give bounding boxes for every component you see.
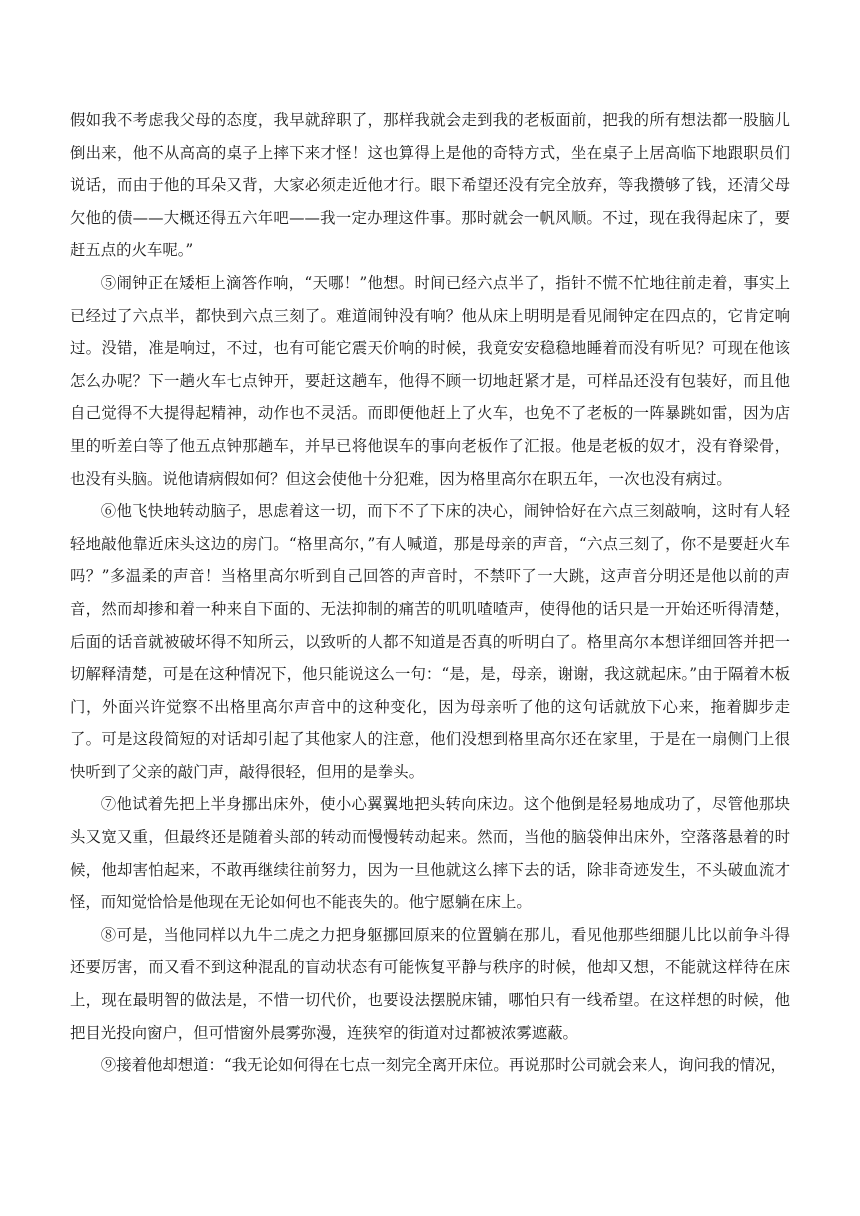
paragraph-8: ⑧可是，当他同样以九牛二虎之力把身躯挪回原来的位置躺在那儿，看见他那些细腿儿比以前争斗得还要厉害，而又看不到这种混乱的盲动状态有可能恢复平静与秩序的时候，他却又想，不能就这样待在床上，现在最明智的做法是，不惜一切代价，也要设法摆脱床铺，哪怕只有一线希望。在这样想的时候，他把目光投向窗户，但可惜窗外晨雾弥漫，连狭窄的街道对过都被浓雾遮蔽。 — [70, 925, 790, 1042]
paragraph-9: ⑨接着他却想道：“我无论如何得在七点一刻完全离开床位。再说那时公司就会来人，询问我的情况， — [100, 1056, 786, 1075]
paragraph-6: ⑥他飞快地转动脑子，思虑着这一切，而下不了下床的决心，闹钟恰好在六点三刻敲响，这时有人轻轻地敲他靠近床头这边的房门。“格里高尔，”有人喊道，那是母亲的声音，“六点三刻了，你不是要赶火车吗？”多温柔的声音！当格里高尔听到自己回答的声音时，不禁吓了一大跳，这声音分明还是他以前的声音，然而却掺和着一种来自下面的、无法抑制的痛苦的叽叽喳喳声，使得他的话只是一开始还听得清楚，后面的话音就被破坏得不知所云，以致听的人都不知道是否真的听明白了。格里高尔本想详细回答并把一切解释清楚，可是在这种情况下，他只能说这么一句：“是，是，母亲，谢谢，我这就起床。”由于隔着木板门，外面兴许觉察不出格里高尔声音中的这种变化，因为母亲听了他的这句话就放下心来，拖着脚步走了。可是这段简短的对话却引起了其他家人的注意，他们没想到格里高尔还在家里，于是在一扇侧门上很快听到了父亲的敲门声，敲得很轻，但用的是拳头。 — [70, 502, 790, 781]
paragraph-5: ⑤闹钟正在矮柜上滴答作响，“天哪！”他想。时间已经六点半了，指针不慌不忙地往前走着，事实上已经过了六点半，都快到六点三刻了。难道闹钟没有响？他从床上明明是看见闹钟定在四点的，它肯定响过。没错，准是响过，不过，也有可能它震天价响的时候，我竟安安稳稳地睡着而没有听见？可现在他该怎么办呢？下一趟火车七点钟开，要赶这趟车，他得不顾一切地赶紧才是，可样品还没有包装好，而且他自己觉得不大提得起精神，动作也不灵活。而即便他赶上了火车，也免不了老板的一阵暴跳如雷，因为店里的听差白等了他五点钟那趟车，并早已将他误车的事向老板作了汇报。他是老板的奴才，没有脊梁骨，也没有头脑。说他请病假如何？但这会使他十分犯难，因为格里高尔在职五年，一次也没有病过。 — [70, 273, 790, 488]
paragraph-7: ⑦他试着先把上半身挪出床外，使小心翼翼地把头转向床边。这个他倒是轻易地成功了，尽管他那块头又宽又重，但最终还是随着头部的转动而慢慢转动起来。然而，当他的脑袋伸出床外，空落落悬着的时候，他却害怕起来，不敢再继续往前努力，因为一旦他就这么摔下去的话，除非奇迹发生，不头破血流才怪，而知觉恰恰是他现在无论如何也不能丧失的。他宁愿躺在床上。 — [70, 795, 790, 912]
document-body — [70, 104, 790, 1082]
paragraph-continuation: 假如我不考虑我父母的态度，我早就辞职了，那样我就会走到我的老板面前，把我的所有想法都一股脑儿倒出来，他不从高高的桌子上摔下来才怪！这也算得上是他的奇特方式，坐在桌子上居高临下地跟职员们说话，而由于他的耳朵又背，大家必须走近他才行。眼下希望还没有完全放弃，等我攒够了钱，还清父母欠他的债——大概还得五六年吧——我一定办理这件事。那时就会一帆风顺。不过，现在我得起床了，要赶五点的火车呢。” — [70, 111, 790, 260]
